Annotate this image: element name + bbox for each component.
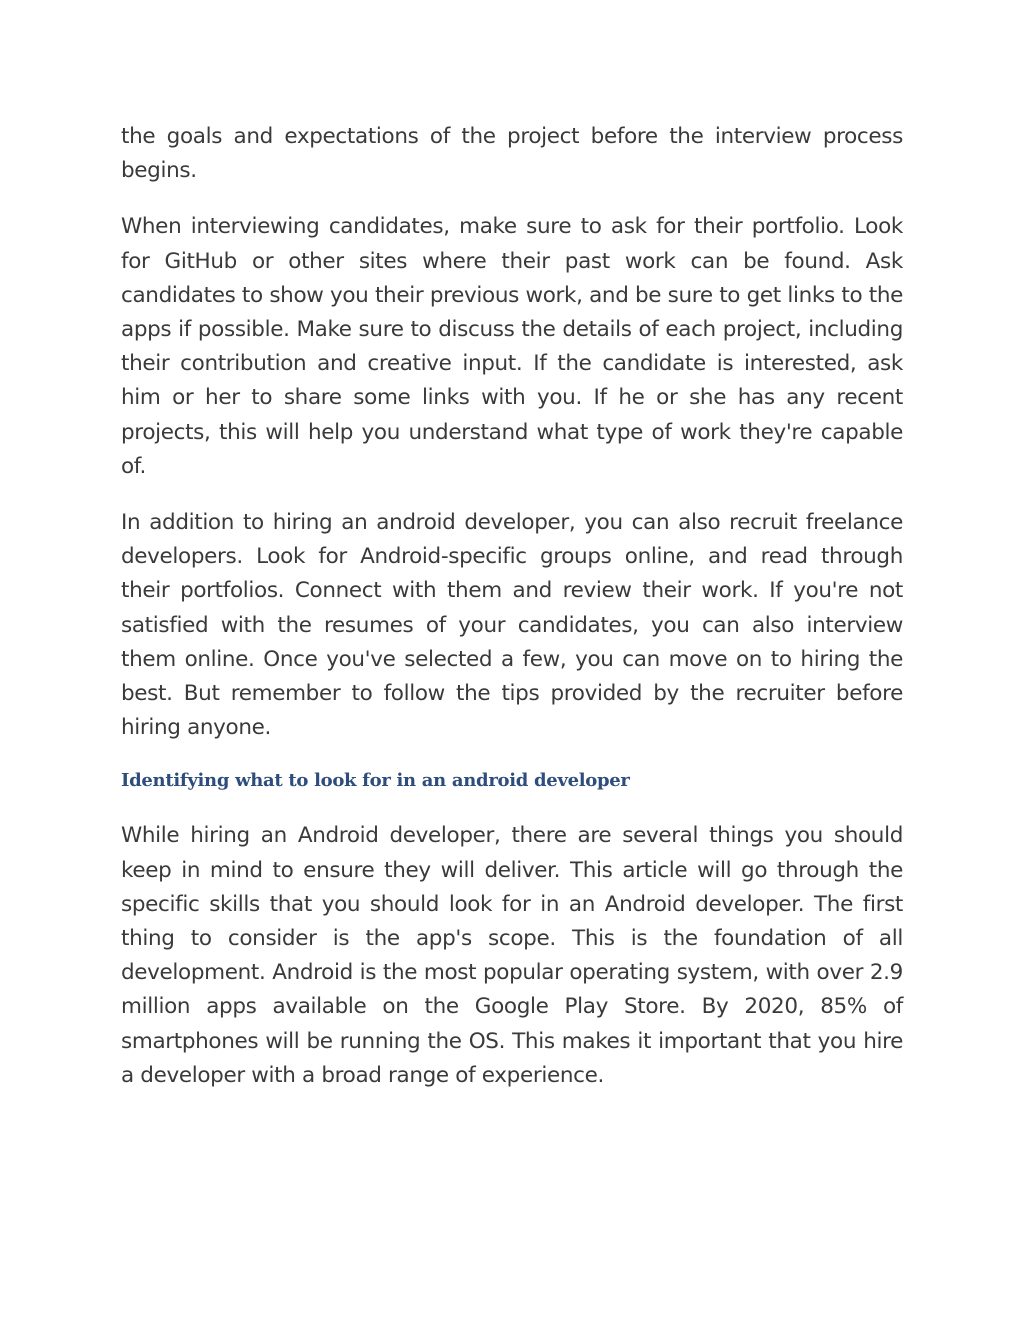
document-page [121,120,903,1115]
paragraph-goals: the goals and expectations of the project before the interview process begins. [121,124,903,184]
paragraph-portfolio: When interviewing candidates, make sure to ask for their portfolio. Look for GitHub or other sites where their past work can be found. Ask candidates to show you their previous work, and be sure to get links to the apps if possible. Make sure to discuss the details of each project, including their contribution and creative input. If the candidate is interested, ask him or her to share some links with you. If he or she has any recent projects, this will help you understand what type of work they're capable of. [121,214,903,479]
section-heading: Identifying what to look for in an android developer [121,770,630,792]
paragraph-freelance: In addition to hiring an android developer, you can also recruit freelance developers. Look for Android-specific groups online, and read through their portfolios. Connect with them and review their work. If you're not satisfied with the resumes of your candidates, you can also interview them online. Once you've selected a few, you can move on to hiring the best. But remember to follow the tips provided by the recruiter before hiring anyone. [121,510,903,741]
paragraph-skills: While hiring an Android developer, there are several things you should keep in mind to ensure they will deliver. This article will go through the specific skills that you should look for in an Android developer. The first thing to consider is the app's scope. This is the foundation of all development. Android is the most popular operating system, with over 2.9 million apps available on the Google Play Store. By 2020, 85% of smartphones will be running the OS. This makes it important that you hire a developer with a broad range of experience. [121,823,903,1088]
